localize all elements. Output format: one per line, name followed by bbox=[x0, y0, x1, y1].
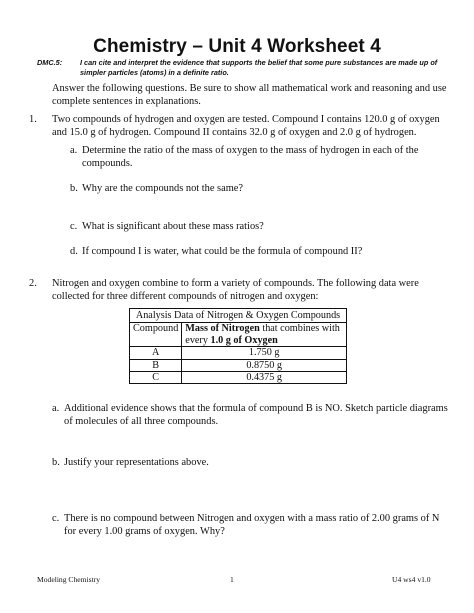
q2-part-b-label: b. bbox=[52, 457, 60, 468]
column-header-compound: Compound bbox=[130, 323, 182, 347]
q1-part-b-text: Why are the compounds not the same? bbox=[82, 183, 244, 194]
question-1-number: 1. bbox=[29, 114, 37, 125]
standard-text: I can cite and interpret the evidence that supports the belief that some pure substances are made up of simpler particles (atoms) in a definite ratio. bbox=[80, 58, 438, 77]
q1-part-c-text: What is significant about these mass ratios? bbox=[82, 221, 264, 232]
compound-cell: A bbox=[130, 347, 182, 359]
footer-version: U4 ws4 v1.0 bbox=[392, 575, 431, 584]
q2-part-c-label: c. bbox=[52, 513, 60, 524]
q1-part-c-label: c. bbox=[70, 221, 78, 232]
page-title: Chemistry – Unit 4 Worksheet 4 bbox=[93, 36, 381, 57]
question-2-text: Nitrogen and oxygen combine to form a variety of compounds. The following data were collected for three different compounds of nitrogen and oxygen: bbox=[52, 278, 419, 302]
table-row bbox=[130, 347, 347, 359]
compound-cell: C bbox=[130, 372, 182, 384]
column-header-mass bbox=[182, 323, 347, 347]
q1-part-a-text: Determine the ratio of the mass of oxygen to the mass of hydrogen in each of the compounds. bbox=[82, 145, 419, 169]
footer-left: Modeling Chemistry bbox=[37, 575, 101, 584]
table-row bbox=[130, 359, 347, 371]
q1-part-b-label: b. bbox=[70, 183, 78, 194]
q2-part-a-text: Additional evidence shows that the formula of compound B is NO. Sketch particle diagrams of molecules of all three compounds. bbox=[64, 403, 448, 427]
table-caption: Analysis Data of Nitrogen & Oxygen Compounds bbox=[130, 309, 347, 323]
nitrogen-oxygen-table bbox=[129, 308, 347, 384]
q2-part-b-text: Justify your representations above. bbox=[64, 457, 209, 468]
mass-header-bold-1: Mass of Nitrogen bbox=[185, 323, 260, 335]
q1-part-a-label: a. bbox=[70, 145, 78, 156]
q2-part-c-text: There is no compound between Nitrogen and oxygen with a mass ratio of 2.00 grams of N for every 1.00 grams of oxygen. Why? bbox=[64, 513, 440, 537]
q2-part-a-label: a. bbox=[52, 403, 60, 414]
compound-cell: B bbox=[130, 359, 182, 371]
q1-part-d-label: d. bbox=[70, 246, 78, 257]
mass-cell: 1.750 g bbox=[182, 347, 347, 359]
table-row bbox=[130, 372, 347, 384]
page-number: 1 bbox=[230, 575, 234, 584]
mass-cell: 0.4375 g bbox=[182, 372, 347, 384]
q1-part-d-text: If compound I is water, what could be the formula of compound II? bbox=[82, 246, 363, 257]
mass-header-middle: that combines with every bbox=[185, 323, 340, 346]
instructions: Answer the following questions. Be sure to show all mathematical work and reasoning and use complete sentences in explanations. bbox=[52, 83, 447, 107]
question-2-number: 2. bbox=[29, 278, 37, 289]
standard-code: DMC.5: bbox=[37, 58, 63, 67]
question-1-text: Two compounds of hydrogen and oxygen are tested. Compound I contains 120.0 g of oxygen and 15.0 g of hydrogen. Compound II contains 32.0 g of oxygen and 2.0 g of hydrogen. bbox=[52, 114, 440, 138]
mass-header-bold-2: 1.0 g of Oxygen bbox=[210, 334, 278, 346]
mass-cell: 0.8750 g bbox=[182, 359, 347, 371]
